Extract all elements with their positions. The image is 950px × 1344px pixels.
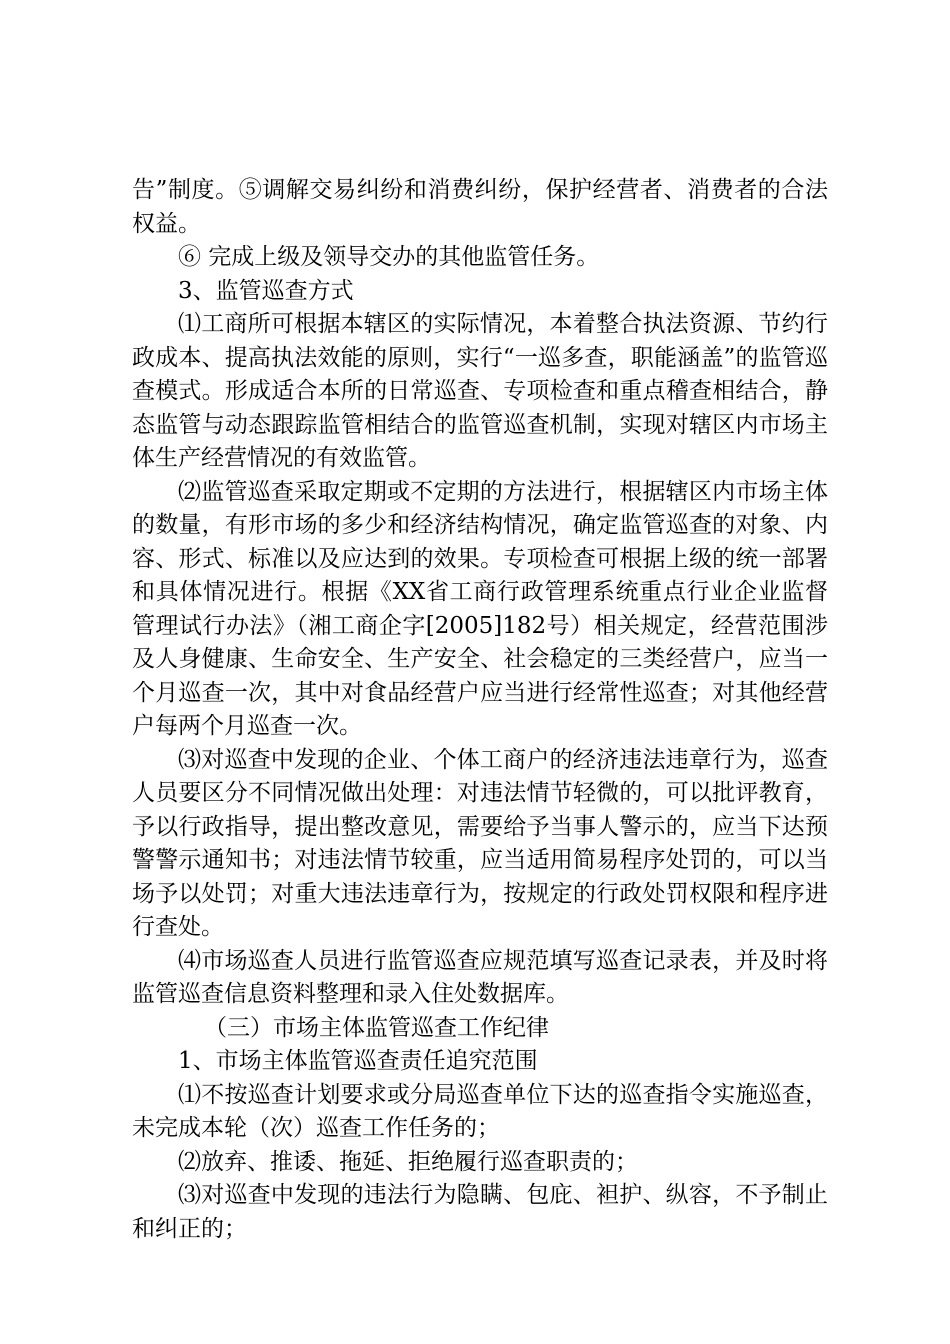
paragraph-item-6: ⑥ 完成上级及领导交办的其他监管任务。: [178, 244, 600, 270]
paragraph-clause-3: ⑶对巡查中发现的企业、个体工商户的经济违法违章行为，巡查人员要区分不同情况做出处理：对违法情节轻微的，可以批评教育，予以行政指导，提出整改意见，需要给予当事人警示的，应当下达预警警示通知书；对违法情节较重，应当适用简易程序处罚的，可以当场予以处罚；对重大违法违章行为，按规定的行政处罚权限和程序进行查处。: [132, 746, 828, 940]
paragraph-clause-1: ⑴工商所可根据本辖区的实际情况，本着整合执法资源、节约行政成本、提高执法效能的原则，实行“一巡多查，职能涵盖”的监管巡查模式。形成适合本所的日常巡查、专项检查和重点稽查相结合，静态监管与动态跟踪监管相结合的监管巡查机制，实现对辖区内市场主体生产经营情况的有效监管。: [132, 311, 828, 471]
document-body: [132, 174, 828, 1246]
paragraph-scope-1: ⑴不按巡查计划要求或分局巡查单位下达的巡查指令实施巡查，未完成本轮（次）巡查工作任务的；: [132, 1081, 828, 1141]
paragraph-scope-2: ⑵放弃、推诿、拖延、拒绝履行巡查职责的；: [178, 1148, 638, 1175]
section-heading-scope: 1、市场主体监管巡查责任追究范围: [178, 1048, 538, 1074]
paragraph-scope-3: ⑶对巡查中发现的违法行为隐瞒、包庇、袒护、纵容，不予制止和纠正的；: [132, 1182, 828, 1242]
paragraph-clause-2: ⑵监管巡查采取定期或不定期的方法进行，根据辖区内市场主体的数量，有形市场的多少和经济结构情况，确定监管巡查的对象、内容、形式、标准以及应达到的效果。专项检查可根据上级的统一部署和具体情况进行。根据《XX省工商行政管理系统重点行业企业监督管理试行办法》（湘工商企字[2005]182号）相关规定，经营范围涉及人身健康、生命安全、生产安全、社会稳定的三类经营户，应当一个月巡查一次，其中对食品经营户应当进行经常性巡查；对其他经营户每两个月巡查一次。: [132, 478, 828, 739]
section-heading-discipline: （三）市场主体监管巡查工作纪律: [204, 1014, 549, 1041]
paragraph-clause-4: ⑷市场巡查人员进行监管巡查应规范填写巡查记录表，并及时将监管巡查信息资料整理和录入住处数据库。: [132, 947, 828, 1007]
paragraph-continuation: 告”制度。⑤调解交易纠纷和消费纠纷，保护经营者、消费者的合法权益。: [132, 177, 828, 237]
section-heading-3: 3、监管巡查方式: [178, 277, 354, 304]
